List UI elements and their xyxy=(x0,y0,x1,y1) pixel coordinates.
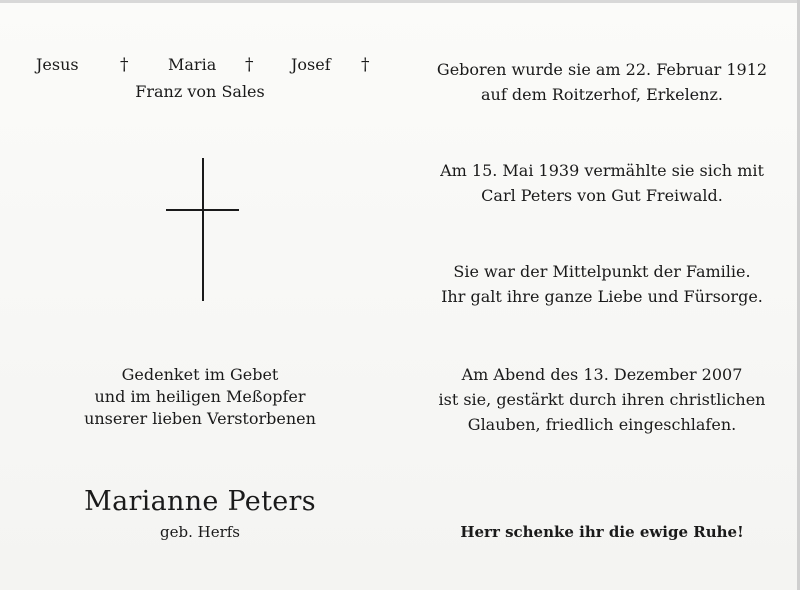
cross-icon xyxy=(202,158,204,301)
birth-line-1: Geboren wurde sie am 22. Februar 1912 xyxy=(436,60,768,79)
marriage-line-2: Carl Peters von Gut Freiwald. xyxy=(481,186,723,205)
dagger-3: † xyxy=(361,55,370,75)
memorial-line-2: und im heiligen Meßopfer xyxy=(94,387,306,406)
death-line-3: Glauben, friedlich eingeschlafen. xyxy=(467,415,737,434)
family-paragraph xyxy=(412,259,792,309)
marriage-paragraph xyxy=(412,158,792,208)
name-maria: Maria xyxy=(168,55,217,74)
death-line-2: ist sie, gestärkt durch ihren christlichen xyxy=(438,390,766,409)
dagger-2: † xyxy=(245,55,254,75)
cross-icon-bar xyxy=(166,209,239,211)
family-line-2: Ihr galt ihre ganze Liebe und Fürsorge. xyxy=(441,287,763,306)
holy-names-row xyxy=(20,57,400,79)
memorial-line-1: Gedenket im Gebet xyxy=(121,365,279,384)
dagger-1: † xyxy=(120,55,129,75)
saint-name: Franz von Sales xyxy=(135,82,265,101)
marriage-line-1: Am 15. Mai 1939 vermählte sie sich mit xyxy=(440,161,764,180)
death-paragraph xyxy=(412,362,792,437)
deceased-name: Marianne Peters xyxy=(84,486,316,517)
birth-line-2: auf dem Roitzerhof, Erkelenz. xyxy=(481,85,723,104)
closing-prayer: Herr schenke ihr die ewige Ruhe! xyxy=(460,523,744,541)
birth-paragraph xyxy=(412,57,792,107)
name-josef: Josef xyxy=(291,55,331,74)
name-jesus: Jesus xyxy=(36,55,79,74)
memorial-text xyxy=(40,364,360,430)
memorial-line-3: unserer lieben Verstorbenen xyxy=(84,409,316,428)
card-top-edge xyxy=(0,0,800,3)
maiden-name: geb. Herfs xyxy=(160,523,240,541)
death-line-1: Am Abend des 13. Dezember 2007 xyxy=(461,365,743,384)
family-line-1: Sie war der Mittelpunkt der Familie. xyxy=(453,262,751,281)
